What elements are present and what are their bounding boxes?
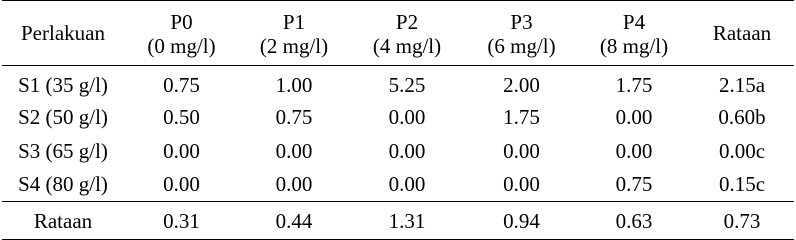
cell-value: 0.00 [239,168,349,202]
footer-value: 0.31 [124,202,239,240]
header-p3 [465,1,578,66]
footer-value: 0.44 [239,202,349,240]
header-p0-dose: (0 mg/l) [147,34,216,58]
table-row [2,100,794,134]
header-p4-label: P4 [622,10,646,34]
cell-value: 0.00 [615,138,653,163]
header-row [2,1,794,66]
header-p1-dose: (2 mg/l) [259,34,329,58]
header-perlakuan: Perlakuan [2,1,124,66]
cell-value: 0.75 [163,72,200,97]
cell-value: 5.25 [388,72,426,97]
cell-value: 1.75 [615,72,653,97]
footer-row [2,202,794,240]
header-p4 [578,1,690,66]
footer-value: 1.31 [349,202,465,240]
table-row [2,168,794,202]
footer-mean: 0.73 [690,202,794,240]
cell-value: 0.00 [503,138,540,163]
footer-value: 0.63 [578,202,690,240]
cell-value: 0.50 [163,104,200,129]
data-table [2,0,794,240]
footer-value: 0.94 [465,202,578,240]
row-label: S2 (50 g/l) [18,104,108,129]
footer-label: Rataan [2,202,124,240]
cell-value: 0.00 [275,138,313,163]
cell-value: 2.00 [503,72,540,97]
table-row [2,66,794,100]
cell-value: 1.75 [503,104,540,129]
header-p2-label: P2 [395,10,419,34]
cell-value: 0.75 [578,168,690,202]
cell-value: 0.00 [388,138,426,163]
cell-value: 0.00 [615,104,653,129]
row-mean: 0.15c [690,168,794,202]
cell-value: 1.00 [275,72,313,97]
row-mean: 2.15a [718,72,766,97]
header-p4-dose: (8 mg/l) [599,34,669,58]
table-row [2,134,794,168]
row-label: S4 (80 g/l) [2,168,124,202]
row-label: S3 (65 g/l) [18,138,108,163]
header-p3-label: P3 [510,10,533,34]
cell-value: 0.00 [465,168,578,202]
row-mean: 0.60b [718,104,766,129]
cell-value: 0.00 [349,168,465,202]
cell-value: 0.00 [388,104,426,129]
cell-value: 0.00 [163,138,200,163]
cell-value: 0.75 [275,104,313,129]
cell-value: 0.00 [124,168,239,202]
row-mean: 0.00c [718,138,766,163]
header-p2-dose: (4 mg/l) [372,34,442,58]
header-p1-label: P1 [282,10,306,34]
header-p0 [124,1,239,66]
header-p2 [349,1,465,66]
header-p1 [239,1,349,66]
header-p0-label: P0 [170,10,193,34]
row-label: S1 (35 g/l) [18,72,108,97]
header-rataan: Rataan [690,1,794,66]
header-p3-dose: (6 mg/l) [487,34,556,58]
